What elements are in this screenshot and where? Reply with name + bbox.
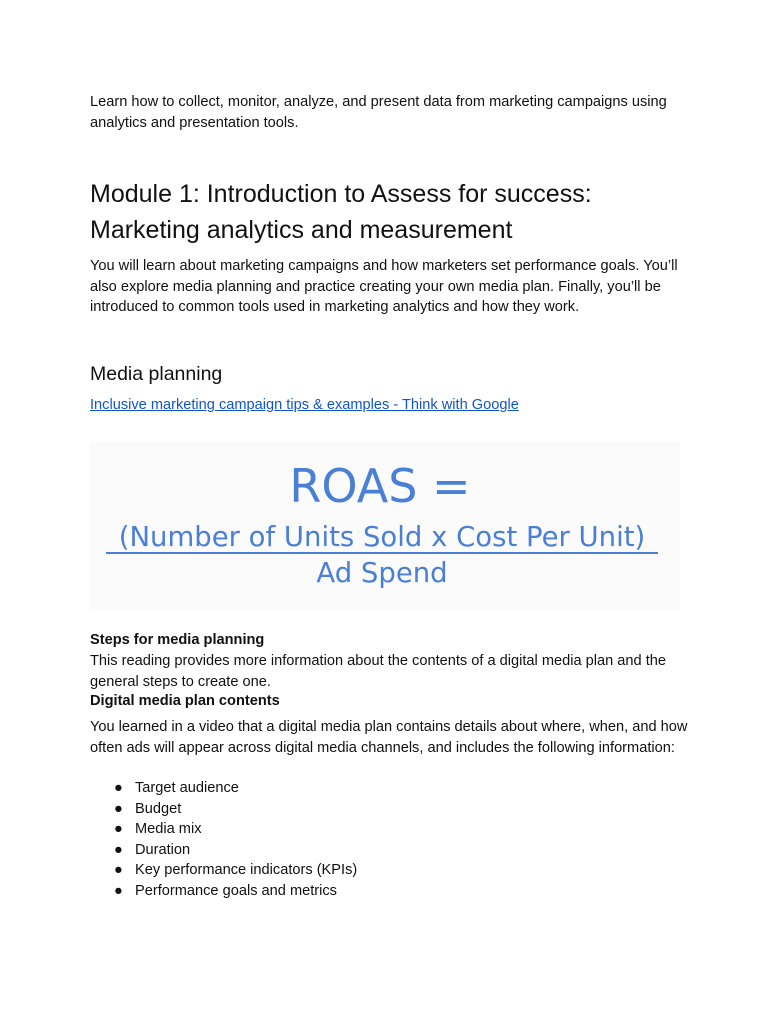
module-title: Module 1: Introduction to Assess for success: Marketing analytics and measurement: [90, 180, 592, 244]
bullet-icon: ●: [114, 821, 123, 838]
list-item-label: Duration: [135, 841, 191, 858]
media-planning-heading: Media planning: [90, 363, 223, 385]
roas-formula-numerator: (Number of Units Sold x Cost Per Unit): [118, 521, 646, 553]
plan-contents-list: [90, 778, 357, 902]
list-item-label: Media mix: [135, 821, 202, 838]
bullet-icon: ●: [114, 862, 123, 879]
roas-formula-title: ROAS =: [289, 459, 471, 513]
think-with-google-link[interactable]: Inclusive marketing campaign tips & examples - Think with Google: [90, 397, 519, 413]
contents-description: You learned in a video that a digital media plan contains details about where, when, and how often ads will appear across digital media channels, and includes the following information:: [90, 719, 688, 756]
intro-paragraph: Learn how to collect, monitor, analyze, and present data from marketing campaigns using analytics and presentation tools.: [90, 94, 667, 131]
list-item: [90, 799, 357, 820]
bullet-icon: ●: [114, 882, 123, 899]
list-item-label: Key performance indicators (KPIs): [135, 862, 358, 879]
bullet-icon: ●: [114, 800, 123, 817]
list-item: [90, 860, 357, 881]
list-item: [90, 840, 357, 861]
bullet-icon: ●: [114, 780, 123, 796]
list-item: [90, 881, 357, 902]
module-description: You will learn about marketing campaigns and how marketers set performance goals. You’ll also explore media planning and practice creating your own media plan. Finally, you’ll be introduced to common tools used in marketing analytics and how they work.: [90, 258, 678, 315]
steps-description: This reading provides more information about the contents of a digital media plan and the general steps to create one.: [90, 653, 666, 690]
list-item-label: Target audience: [135, 780, 239, 796]
roas-formula-image: [90, 442, 680, 610]
list-item: [90, 819, 357, 840]
list-item-label: Budget: [135, 800, 182, 817]
contents-heading: Digital media plan contents: [90, 693, 280, 709]
list-item-label: Performance goals and metrics: [135, 882, 337, 899]
roas-formula-denominator: Ad Spend: [316, 557, 448, 589]
list-item: [90, 778, 357, 799]
bullet-icon: ●: [114, 841, 123, 858]
steps-heading: Steps for media planning: [90, 632, 265, 648]
